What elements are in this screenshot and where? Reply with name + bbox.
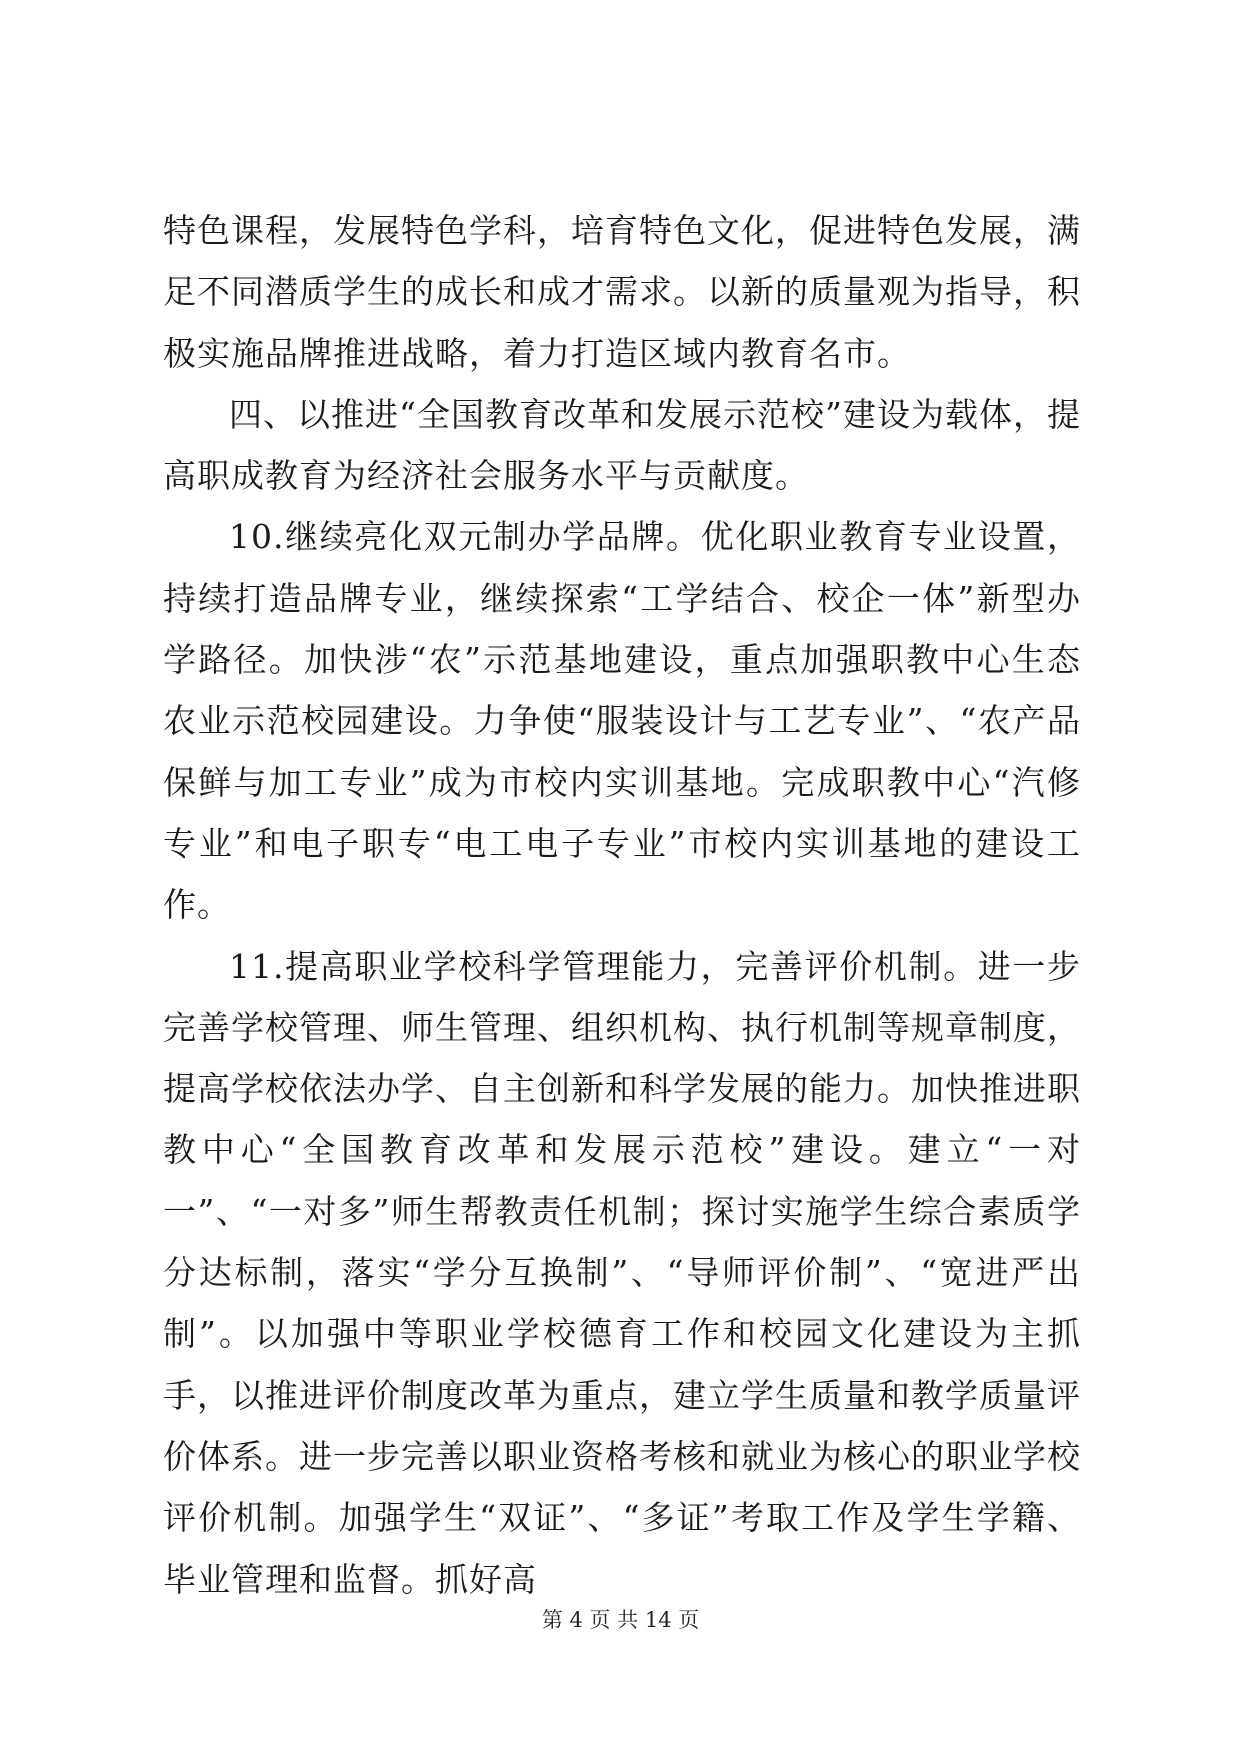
page-number-label: 第 4 页 共 14 页 — [541, 1608, 700, 1632]
paragraph-1: 特色课程，发展特色学科，培育特色文化，促进特色发展，满足不同潜质学生的成长和成才需求。以新的质量观为指导，积极实施品牌推进战略，着力打造区域内教育名市。 — [163, 211, 1081, 373]
page-footer — [0, 1604, 1241, 1634]
paragraph-3: 10.继续亮化双元制办学品牌。优化职业教育专业设置，持续打造品牌专业，继续探索“工学结合、校企一体”新型办学路径。加快涉“农”示范基地建设，重点加强职教中心生态农业示范校园建设。力争使“服装设计与工艺专业”、“农产品保鲜与加工专业”成为市校内实训基地。完成职教中心“汽修专业”和电子职专“电工电子专业”市校内实训基地的建设工作。 — [163, 517, 1081, 925]
document-body — [163, 200, 1081, 1610]
paragraph-4: 11.提高职业学校科学管理能力，完善评价机制。进一步完善学校管理、师生管理、组织机构、执行机制等规章制度，提高学校依法办学、自主创新和科学发展的能力。加快推进职教中心“全国教育改革和发展示范校”建设。建立“一对一”、“一对多”师生帮教责任机制；探讨实施学生综合素质学分达标制，落实“学分互换制”、“导师评价制”、“宽进严出制”。以加强中等职业学校德育工作和校园文化建设为主抓手，以推进评价制度改革为重点，建立学生质量和教学质量评价体系。进一步完善以职业资格考核和就业为核心的职业学校评价机制。加强学生“双证”、“多证”考取工作及学生学籍、毕业管理和监督。抓好高 — [163, 946, 1081, 1599]
paragraph-2: 四、以推进“全国教育改革和发展示范校”建设为载体，提高职成教育为经济社会服务水平与贡献度。 — [163, 394, 1081, 496]
